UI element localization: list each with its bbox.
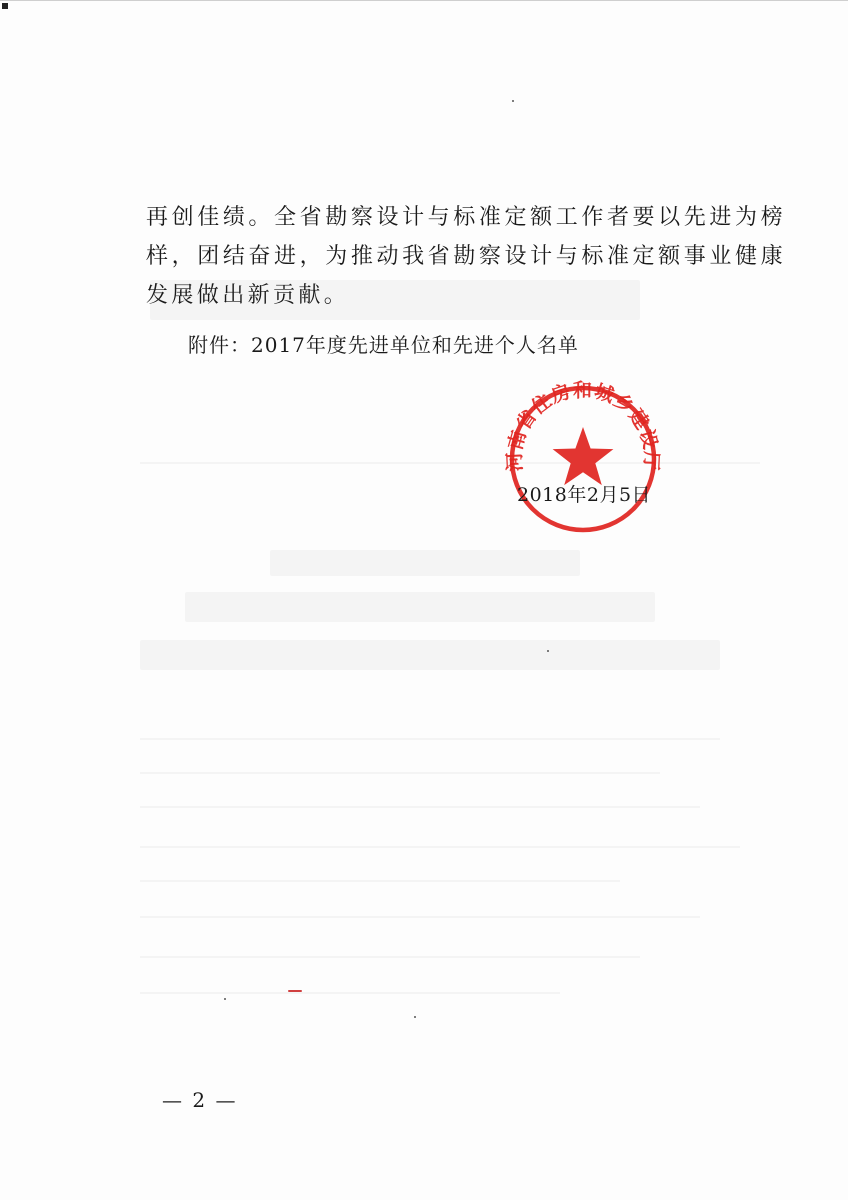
closing-paragraph: 再创佳绩。全省勘察设计与标准定额工作者要以先进为榜样，团结奋进，为推动我省勘察设计与标准定额事业健康发展做出新贡献。 xyxy=(146,205,786,308)
issue-date: 2018年2月5日 xyxy=(517,484,652,506)
svg-text:河南省住房和城乡建设厅: 河南省住房和城乡建设厅 xyxy=(503,379,663,472)
star-icon xyxy=(553,427,614,485)
scan-edge xyxy=(0,0,848,1)
scan-corner-mark xyxy=(2,3,8,9)
page-number: — 2 — xyxy=(162,1088,238,1112)
official-seal xyxy=(493,377,673,537)
attachment-line: 附件：2017年度先进单位和先进个人名单 xyxy=(188,333,579,357)
